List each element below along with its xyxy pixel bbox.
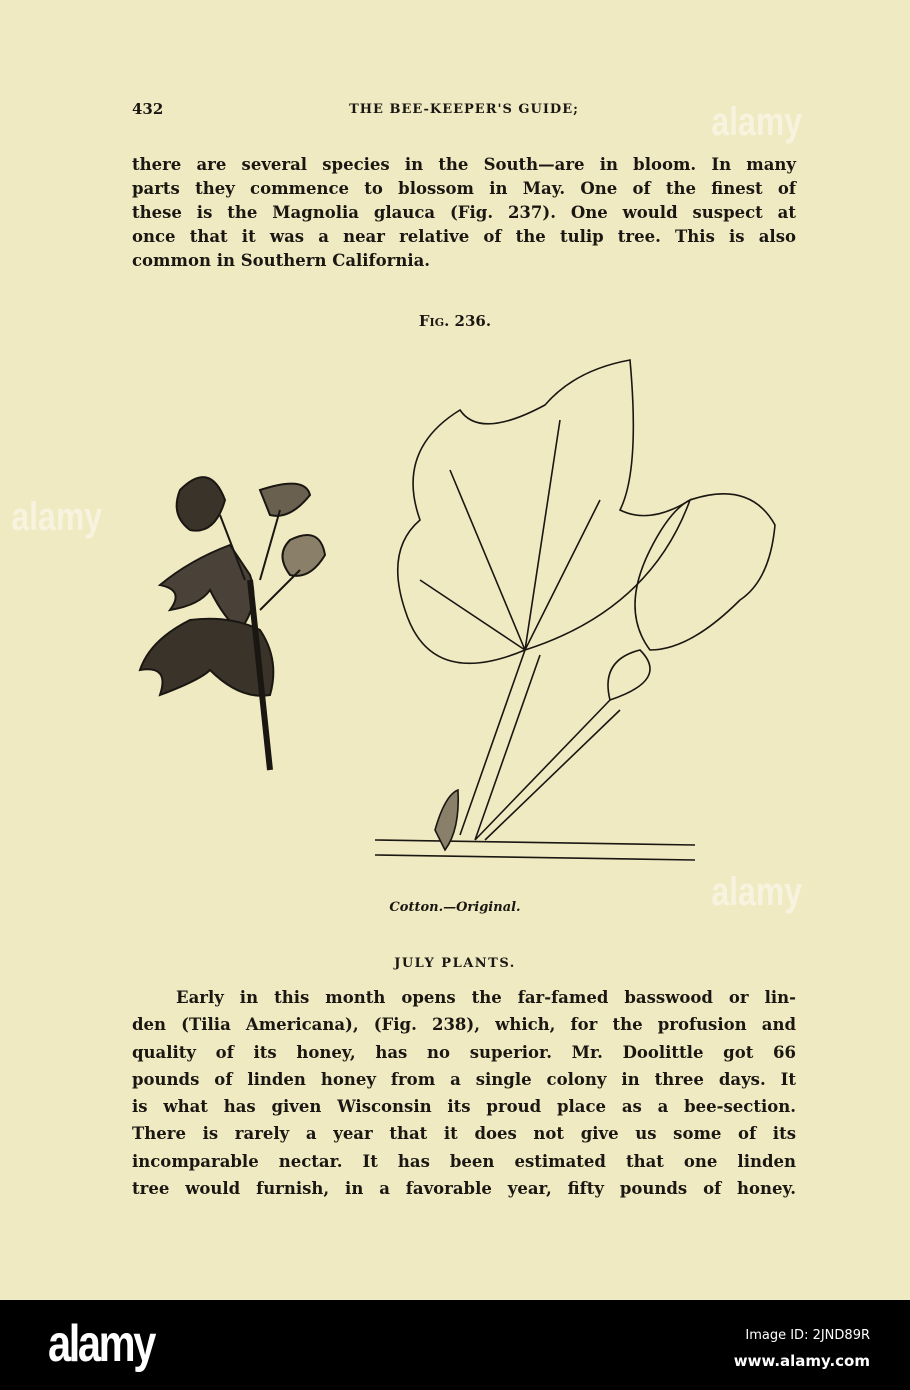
cotton-leaf-and-boll (375, 360, 775, 860)
figure-caption: Cotton.—Original. (389, 900, 521, 915)
section-heading: JULY PLANTS. (394, 956, 516, 971)
paragraph-1 (132, 153, 796, 273)
paragraph-2 (132, 984, 796, 1202)
text-line: once that it was a near relative of the tulip tree. This is also (132, 227, 796, 246)
text-line: There is rarely a year that it does not give us some of its (132, 1124, 796, 1144)
running-title: THE BEE-KEEPER'S GUIDE; (349, 102, 579, 117)
text-line: common in Southern California. (132, 251, 431, 270)
site-url: www.alamy.com (733, 1352, 870, 1370)
alamy-logo: alamy (48, 1315, 154, 1373)
text-line: these is the Magnolia glauca (Fig. 237). One would suspect at (132, 203, 796, 222)
watermark-logo: alamy (711, 100, 803, 144)
page-number: 432 (132, 100, 164, 118)
text-line: den (Tilia Americana), (Fig. 238), which, for the profusion and (132, 1015, 796, 1035)
text-line: parts they commence to blossom in May. One of the finest of (132, 179, 796, 198)
text-line: quality of its honey, has no superior. Mr. Doolittle got 66 (132, 1042, 796, 1062)
watermark-logo: alamy (11, 495, 103, 539)
watermark-bar (0, 1300, 910, 1390)
figure-label: Fig. 236. (418, 312, 492, 330)
image-id: Image ID: 2JND89R (745, 1328, 870, 1343)
text-line: incomparable nectar. It has been estimated that one linden (132, 1151, 796, 1171)
cotton-illustration (130, 350, 810, 890)
text-line: there are several species in the South—are in bloom. In many (132, 155, 796, 174)
text-line: is what has given Wisconsin its proud place as a bee-section. (132, 1097, 796, 1117)
text-line: Early in this month opens the far-famed basswood or lin- (176, 988, 796, 1007)
text-line: pounds of linden honey from a single colony in three days. It (132, 1069, 796, 1089)
watermark-logo: alamy (711, 870, 803, 914)
text-line: tree would furnish, in a favorable year, fifty pounds of honey. (132, 1179, 796, 1199)
running-header (132, 100, 796, 124)
cotton-sprig (140, 477, 325, 770)
